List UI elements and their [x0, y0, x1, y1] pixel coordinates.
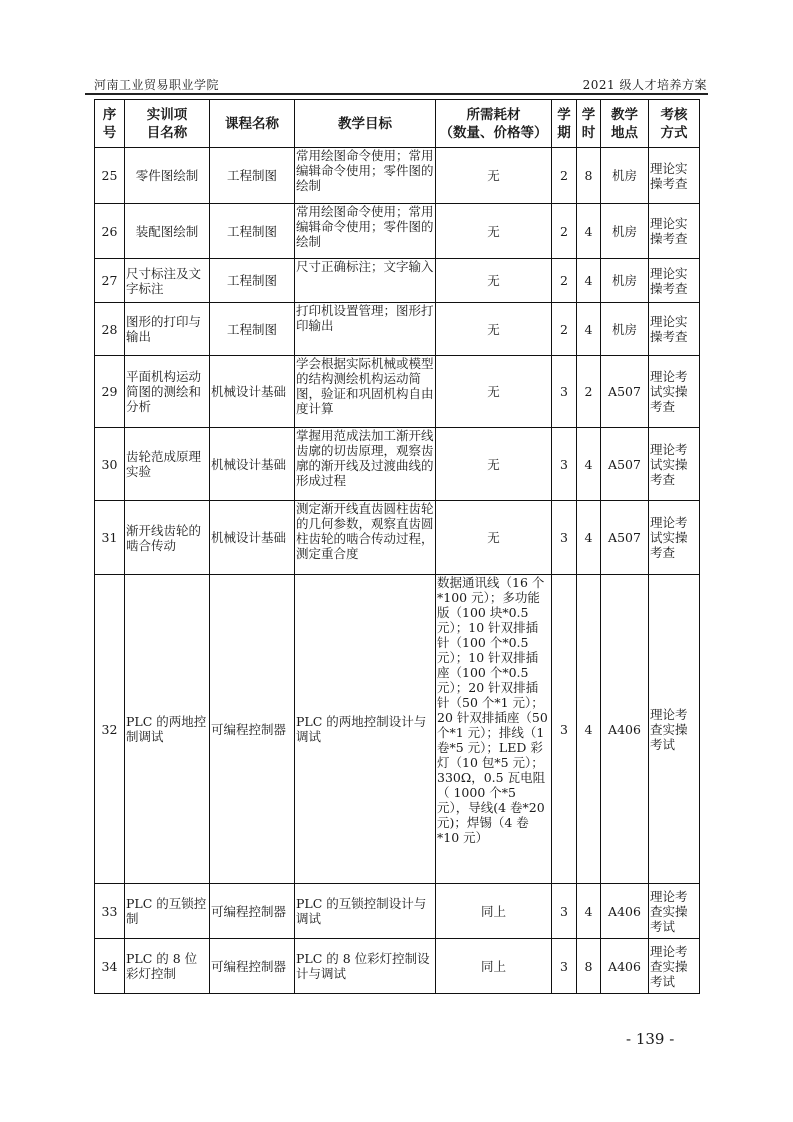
cell-course-name: 机械设计基础	[210, 356, 295, 428]
cell-materials: 无	[436, 259, 552, 303]
cell-assessment: 理论考试实操考查	[649, 428, 700, 501]
cell-materials: 无	[436, 303, 552, 356]
table-row	[95, 148, 700, 204]
cell-assessment: 理论考查实操考试	[649, 575, 700, 884]
cell-course-name: 工程制图	[210, 303, 295, 356]
cell-materials: 无	[436, 148, 552, 204]
cell-row-number: 25	[95, 148, 125, 204]
cell-term: 3	[552, 575, 577, 884]
cell-term: 3	[552, 356, 577, 428]
cell-teaching-goal: 测定渐开线直齿圆柱齿轮的几何参数，观察直齿圆柱齿轮的啮合传动过程，测定重合度	[295, 501, 436, 575]
cell-row-number: 26	[95, 204, 125, 259]
cell-teaching-goal: PLC 的两地控制设计与调试	[295, 575, 436, 884]
cell-term: 2	[552, 259, 577, 303]
cell-hours: 4	[577, 204, 601, 259]
cell-materials: 无	[436, 204, 552, 259]
table-header-row	[95, 100, 700, 148]
training-projects-table	[94, 99, 700, 994]
col-header-assessment: 考核 方式	[649, 100, 700, 148]
cell-term: 3	[552, 428, 577, 501]
cell-location: 机房	[601, 303, 649, 356]
cell-hours: 8	[577, 939, 601, 994]
cell-teaching-goal: PLC 的 8 位彩灯控制设计与调试	[295, 939, 436, 994]
cell-row-number: 29	[95, 356, 125, 428]
cell-teaching-goal: 学会根据实际机械或模型的结构测绘机构运动简图，验证和巩固机构自由度计算	[295, 356, 436, 428]
cell-row-number: 34	[95, 939, 125, 994]
table-row	[95, 428, 700, 501]
cell-materials: 无	[436, 501, 552, 575]
cell-materials: 无	[436, 428, 552, 501]
cell-teaching-goal: 打印机设置管理；图形打印输出	[295, 303, 436, 356]
table-row	[95, 939, 700, 994]
cell-assessment: 理论考试实操考查	[649, 501, 700, 575]
cell-assessment: 理论考试实操考查	[649, 356, 700, 428]
cell-term: 3	[552, 939, 577, 994]
col-header-term: 学 期	[552, 100, 577, 148]
cell-teaching-goal: 常用绘图命令使用；常用编辑命令使用；零件图的绘制	[295, 204, 436, 259]
cell-assessment: 理论实操考查	[649, 204, 700, 259]
cell-assessment: 理论实操考查	[649, 303, 700, 356]
col-header-materials: 所需耗材 （数量、价格等）	[436, 100, 552, 148]
cell-location: A507	[601, 501, 649, 575]
cell-row-number: 32	[95, 575, 125, 884]
cell-hours: 4	[577, 428, 601, 501]
cell-project-name: PLC 的互锁控制	[125, 884, 210, 939]
cell-term: 2	[552, 303, 577, 356]
cell-project-name: 零件图绘制	[125, 148, 210, 204]
cell-location: 机房	[601, 148, 649, 204]
cell-assessment: 理论考查实操考试	[649, 939, 700, 994]
cell-project-name: PLC 的 8 位彩灯控制	[125, 939, 210, 994]
cell-course-name: 工程制图	[210, 148, 295, 204]
cell-row-number: 33	[95, 884, 125, 939]
cell-assessment: 理论实操考查	[649, 148, 700, 204]
col-header-course: 课程名称	[210, 100, 295, 148]
table-row	[95, 259, 700, 303]
cell-term: 2	[552, 204, 577, 259]
cell-term: 3	[552, 501, 577, 575]
cell-row-number: 28	[95, 303, 125, 356]
cell-course-name: 机械设计基础	[210, 428, 295, 501]
cell-location: A507	[601, 356, 649, 428]
cell-location: A406	[601, 575, 649, 884]
cell-hours: 4	[577, 884, 601, 939]
cell-course-name: 工程制图	[210, 204, 295, 259]
cell-project-name: 尺寸标注及文字标注	[125, 259, 210, 303]
cell-project-name: 图形的打印与输出	[125, 303, 210, 356]
col-header-location: 教学 地点	[601, 100, 649, 148]
cell-assessment: 理论实操考查	[649, 259, 700, 303]
cell-project-name: PLC 的两地控制调试	[125, 575, 210, 884]
cell-row-number: 27	[95, 259, 125, 303]
cell-project-name: 齿轮范成原理实验	[125, 428, 210, 501]
cell-location: 机房	[601, 204, 649, 259]
cell-materials: 数据通讯线（16 个*100 元）；多功能版（100 块*0.5 元）；10 针双排插针（100 个*0.5 元）；10 针双排插座（100 个*0.5 元）；20 针双排插针（50 个*1 元）；20 针双排插座（50 个*1 元）；排线（1 卷*5 元）；LED 彩灯（10 包*5 元）；330Ω，0.5 瓦电阻（ 1000 个*5 元），导线(4 卷*20 元)；焊锡（4 卷*10 元）	[436, 575, 552, 884]
cell-row-number: 31	[95, 501, 125, 575]
cell-materials: 同上	[436, 939, 552, 994]
cell-hours: 8	[577, 148, 601, 204]
page-number: - 139 -	[626, 1030, 675, 1048]
cell-location: A406	[601, 884, 649, 939]
col-header-hours: 学 时	[577, 100, 601, 148]
cell-hours: 2	[577, 356, 601, 428]
header-rule	[85, 93, 708, 95]
cell-term: 2	[552, 148, 577, 204]
table-row	[95, 204, 700, 259]
cell-course-name: 可编程控制器	[210, 575, 295, 884]
cell-hours: 4	[577, 501, 601, 575]
cell-term: 3	[552, 884, 577, 939]
running-header-institution: 河南工业贸易职业学院	[94, 78, 220, 92]
col-header-goal: 教学目标	[295, 100, 436, 148]
cell-materials: 无	[436, 356, 552, 428]
col-header-number: 序 号	[95, 100, 125, 148]
cell-teaching-goal: 尺寸正确标注；文字输入	[295, 259, 436, 303]
cell-project-name: 装配图绘制	[125, 204, 210, 259]
cell-teaching-goal: 掌握用范成法加工渐开线齿廓的切齿原理，观察齿廓的渐开线及过渡曲线的形成过程	[295, 428, 436, 501]
table-row	[95, 501, 700, 575]
table-row	[95, 884, 700, 939]
col-header-project: 实训项 目名称	[125, 100, 210, 148]
cell-hours: 4	[577, 259, 601, 303]
cell-location: A507	[601, 428, 649, 501]
cell-hours: 4	[577, 303, 601, 356]
table-row	[95, 303, 700, 356]
cell-row-number: 30	[95, 428, 125, 501]
table-row	[95, 356, 700, 428]
cell-course-name: 可编程控制器	[210, 939, 295, 994]
cell-hours: 4	[577, 575, 601, 884]
cell-project-name: 平面机构运动简图的测绘和分析	[125, 356, 210, 428]
cell-course-name: 可编程控制器	[210, 884, 295, 939]
table-row	[95, 575, 700, 884]
cell-project-name: 渐开线齿轮的啮合传动	[125, 501, 210, 575]
running-header-document: 2021 级人才培养方案	[582, 78, 707, 92]
cell-teaching-goal: PLC 的互锁控制设计与调试	[295, 884, 436, 939]
cell-location: A406	[601, 939, 649, 994]
cell-assessment: 理论考查实操考试	[649, 884, 700, 939]
cell-teaching-goal: 常用绘图命令使用；常用编辑命令使用；零件图的绘制	[295, 148, 436, 204]
cell-course-name: 机械设计基础	[210, 501, 295, 575]
cell-location: 机房	[601, 259, 649, 303]
cell-materials: 同上	[436, 884, 552, 939]
cell-course-name: 工程制图	[210, 259, 295, 303]
